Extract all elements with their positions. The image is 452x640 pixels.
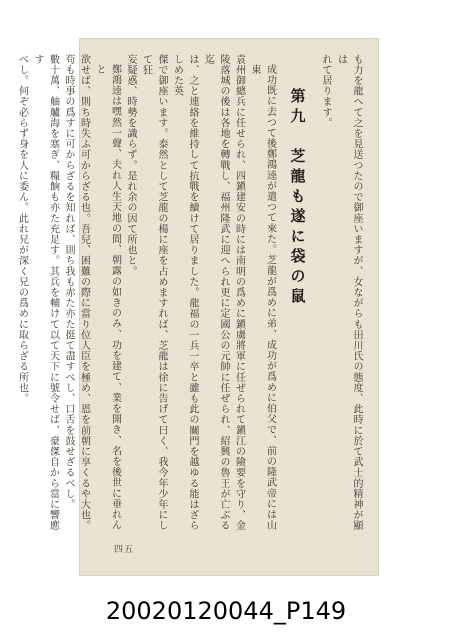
text-line: 數十萬、舳艫海を塞ぎ、糧餉も亦た充足す。其兵を輔けて以て天下に號令せば、豪傑自から當に響應す	[32, 54, 59, 531]
chapter-heading: 第九 芝龍も遂に袋の鼠	[288, 88, 307, 308]
vertical-text-block	[16, 54, 364, 534]
book-page	[16, 38, 379, 576]
text-line: べし。何ぞ必らず身を人に委ん。此れ兄が深く兄の爲めに取らざる所也。	[16, 54, 28, 404]
text-line: 鄭鴻逵は嘿然一聲、夫れ人生天地の間、朝露の如きのみ、功を建て、業を開き、名を後世に垂れんと	[94, 64, 121, 531]
text-line: 妄疑惑、時勢を識らず。是れ余の因て所也と。	[125, 54, 136, 277]
text-line: は、之と連絡を維持して抗戰を續けて居りました。龍福の一兵一卒と雖も此の關門を越ゆる能はざらしめた英	[171, 54, 198, 531]
text-line: 陵落城の後は各地を轉戰し、福州隆武に迎へられ更に定國公の元帥に任ぜられ、紹興の魯王が亡ぶる迄	[202, 54, 229, 531]
text-line: れて居ります。	[320, 54, 331, 129]
text-line: も力を龍へて之を見送つたので御座いますが、女ながらも田川氏の態度、此時に於て武士的精神が顯は	[335, 54, 362, 531]
text-line: 袁州御總兵に任せられ、四鎭建安の時には南明の爲めに鎭虜將軍に任ぜられて鎭江の險要を守り、金	[233, 54, 245, 531]
text-line: 欲せば、則ち時失ふ可からざる也。吾兒、困難の際に當り位人臣を極め、恩を前朝に享くるや大也。	[78, 54, 90, 531]
text-line: 苟も時事の爲すに可からざるを知れば、則ち我も赤た亦た挺て盡すべし、口舌を鼓せざるべし。	[63, 54, 74, 510]
image-caption: 20020120044_P149	[105, 597, 347, 625]
text-line: 傑で御座います。泰然として芝龍の楊に座を占めますれば、芝龍は徐に告げて曰く、我今年少年にして狂	[140, 54, 167, 531]
text-line: 成功既に去つて後鄭鴻逵が遣つて來た。芝龍が爲めに弟、成功が爲めに伯父で、前の隆武帝には山東	[249, 64, 276, 531]
page-number: 四五	[114, 545, 135, 555]
